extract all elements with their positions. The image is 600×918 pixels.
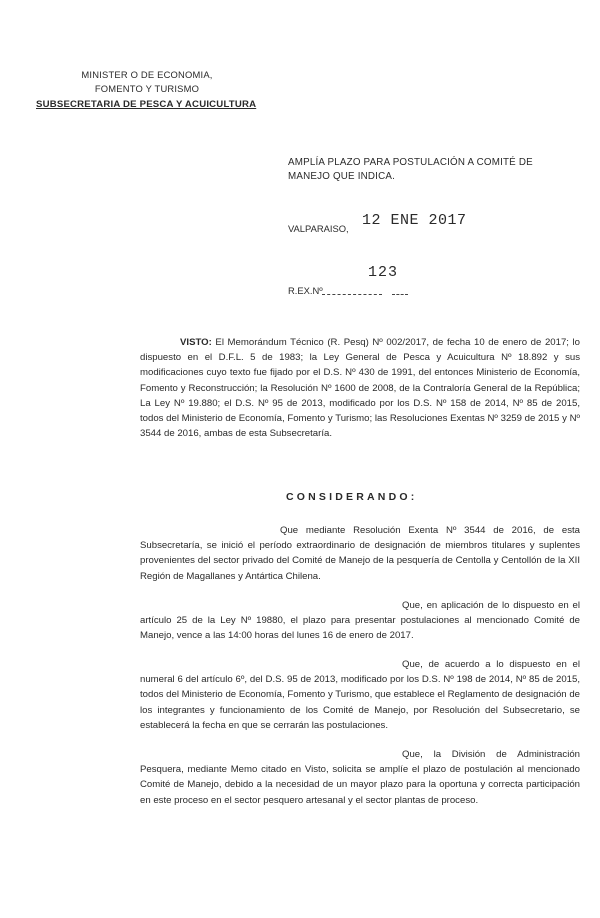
visto-text: El Memorándum Técnico (R. Pesq) Nº 002/2017, de fecha 10 de enero de 2017; lo dispuesto en el D.F.L. 5 de 1983; la Ley General de Pesca y Acuicultura Nº 18.892 y sus modificaciones cuyo texto fue fijado por el D.S. Nº 430 de 1991, del entonces Ministerio de Economía, Fomento y Reconstrucción; la Resolución Nº 1600 de 2008, de la Contraloría General de la República; La Ley Nº 19.880; el D.S. Nº 95 de 2013, modificado por los D.S. Nº 158 de 2014, Nº 85 de 2015, todos del Ministerio de Economía, Fomento y Turismo; las Resoluciones Exentas Nº 3259 de 2015 y Nº 3544 de 2016, ambas de esta Subsecretaría. [140, 337, 581, 440]
considerando-paragraph-4: Que, la División de Administración Pesquera, mediante Memo citado en Visto, solicita se amplíe el plazo de postulación al mencionado Comité de Manejo, debido a la necesidad de un mayor plazo para la oportuna y correcta participación en este proceso en el sector pesquero artesanal y el sector plantas de proceso. [140, 749, 580, 806]
considerando-paragraph-2: Que, en aplicación de lo dispuesto en el artículo 25 de la Ley Nº 19880, el plazo para presentar postulaciones al mencionado Comité de Manejo, vence a las 14:00 horas del lunes 16 de enero de 2017. [140, 600, 580, 642]
ministry-header [72, 68, 222, 96]
ministry-name: MINISTER O DE ECONOMIA, [81, 69, 213, 80]
document-subject [288, 156, 578, 184]
resolution-underline [322, 294, 382, 295]
ministry-subname: FOMENTO Y TURISMO [94, 83, 200, 94]
date-stamp: 12 ENE 2017 [362, 212, 467, 229]
subject-line-1: AMPLÍA PLAZO PARA POSTULACIÓN A COMITÉ DE [288, 157, 533, 168]
considerando-paragraph-3: Que, de acuerdo a lo dispuesto en el numeral 6 del artículo 6º, del D.S. 95 de 2013, modificado por los D.S. Nº 198 de 2014, Nº 85 de 2015, todos del Ministerio de Economía, Fomento y Turismo, que establece el Reglamento de designación de los integrantes y funcionamiento de los Comité de Manejo, por Resolución del Subsecretario, se establecerá la fecha en que se cerrarán las postulaciones. [140, 659, 580, 731]
undersecretariat-name: SUBSECRETARIA DE PESCA Y ACUICULTURA [36, 99, 257, 110]
considerando-heading: CONSIDERANDO: [286, 491, 418, 503]
considerando-paragraph-1: Que mediante Resolución Exenta Nº 3544 de 2016, de esta Subsecretaría, se inició el período extraordinario de designación de miembros titulares y suplentes provenientes del sector privado del Comité de Manejo de la pesquería de Centolla y Centollón de la XII Región de Magallanes y Antártica Chilena. [140, 525, 580, 582]
visto-section [140, 335, 580, 441]
resolution-label: R.EX.Nº [288, 285, 323, 296]
place-label: VALPARAISO, [288, 223, 349, 234]
resolution-underline-end [392, 294, 408, 295]
subject-line-2: MANEJO QUE INDICA. [288, 171, 396, 182]
resolution-number: 123 [368, 264, 399, 281]
visto-label: VISTO: [180, 337, 212, 348]
